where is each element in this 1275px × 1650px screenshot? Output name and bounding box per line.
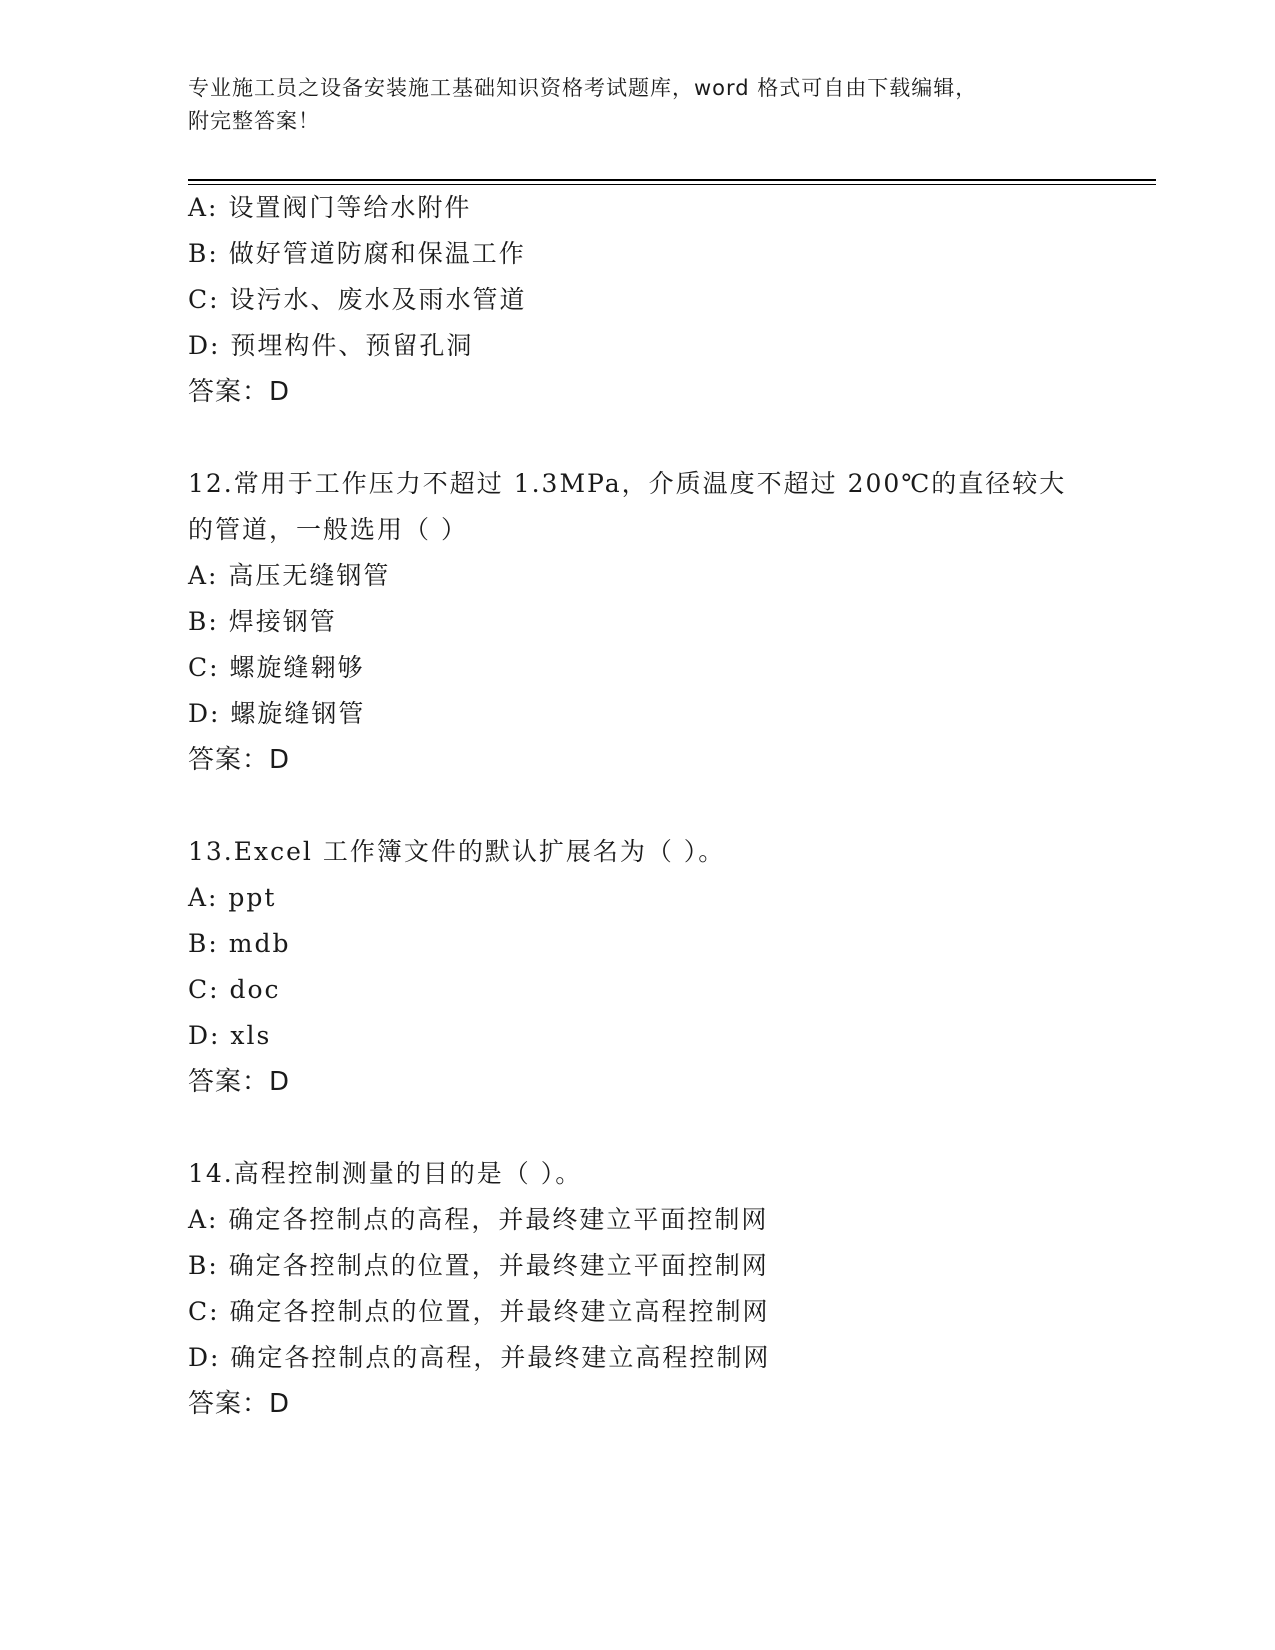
q11-option-c: C: 设污水、废水及雨水管道 (188, 285, 527, 314)
q13-option-a: A: ppt (188, 883, 277, 912)
q11-option-b: B: 做好管道防腐和保温工作 (188, 239, 526, 268)
header-divider-thin (188, 184, 1156, 185)
q11-option-a: A: 设置阀门等给水附件 (188, 193, 472, 222)
q14-option-c: C: 确定各控制点的位置，并最终建立高程控制网 (188, 1297, 770, 1326)
q12-option-c: C: 螺旋缝翱够 (188, 653, 365, 682)
q14-option-b: B: 确定各控制点的位置，并最终建立平面控制网 (188, 1251, 769, 1280)
q12-option-d: D: 螺旋缝钢管 (188, 699, 366, 728)
q13-option-b: B: mdb (188, 929, 291, 958)
q11-answer: 答案：D (188, 377, 291, 407)
q12-answer: 答案：D (188, 745, 291, 775)
q13-stem: 13.Excel 工作簿文件的默认扩展名为（ ）。 (188, 837, 726, 866)
header-line-1: 专业施工员之设备安装施工基础知识资格考试题库，word 格式可自由下载编辑， (188, 76, 978, 100)
q14-stem: 14.高程控制测量的目的是（ ）。 (188, 1159, 583, 1188)
q14-option-a: A: 确定各控制点的高程，并最终建立平面控制网 (188, 1205, 769, 1234)
q12-stem-line-2: 的管道，一般选用（ ） (188, 515, 468, 544)
q14-option-d: D: 确定各控制点的高程，并最终建立高程控制网 (188, 1343, 771, 1372)
q13-option-d: D: xls (188, 1021, 272, 1050)
q13-option-c: C: doc (188, 975, 281, 1004)
header-divider-thick (188, 179, 1156, 181)
q13-answer: 答案：D (188, 1067, 291, 1097)
q12-option-a: A: 高压无缝钢管 (188, 561, 391, 590)
header-line-2: 附完整答案！ (188, 109, 320, 133)
q14-answer: 答案：D (188, 1389, 291, 1419)
q11-option-d: D: 预埋构件、预留孔洞 (188, 331, 474, 360)
q12-option-b: B: 焊接钢管 (188, 607, 337, 636)
document-header (188, 72, 1068, 138)
q12-stem-line-1: 12.常用于工作压力不超过 1.3MPa，介质温度不超过 200℃的直径较大 (188, 469, 1067, 498)
